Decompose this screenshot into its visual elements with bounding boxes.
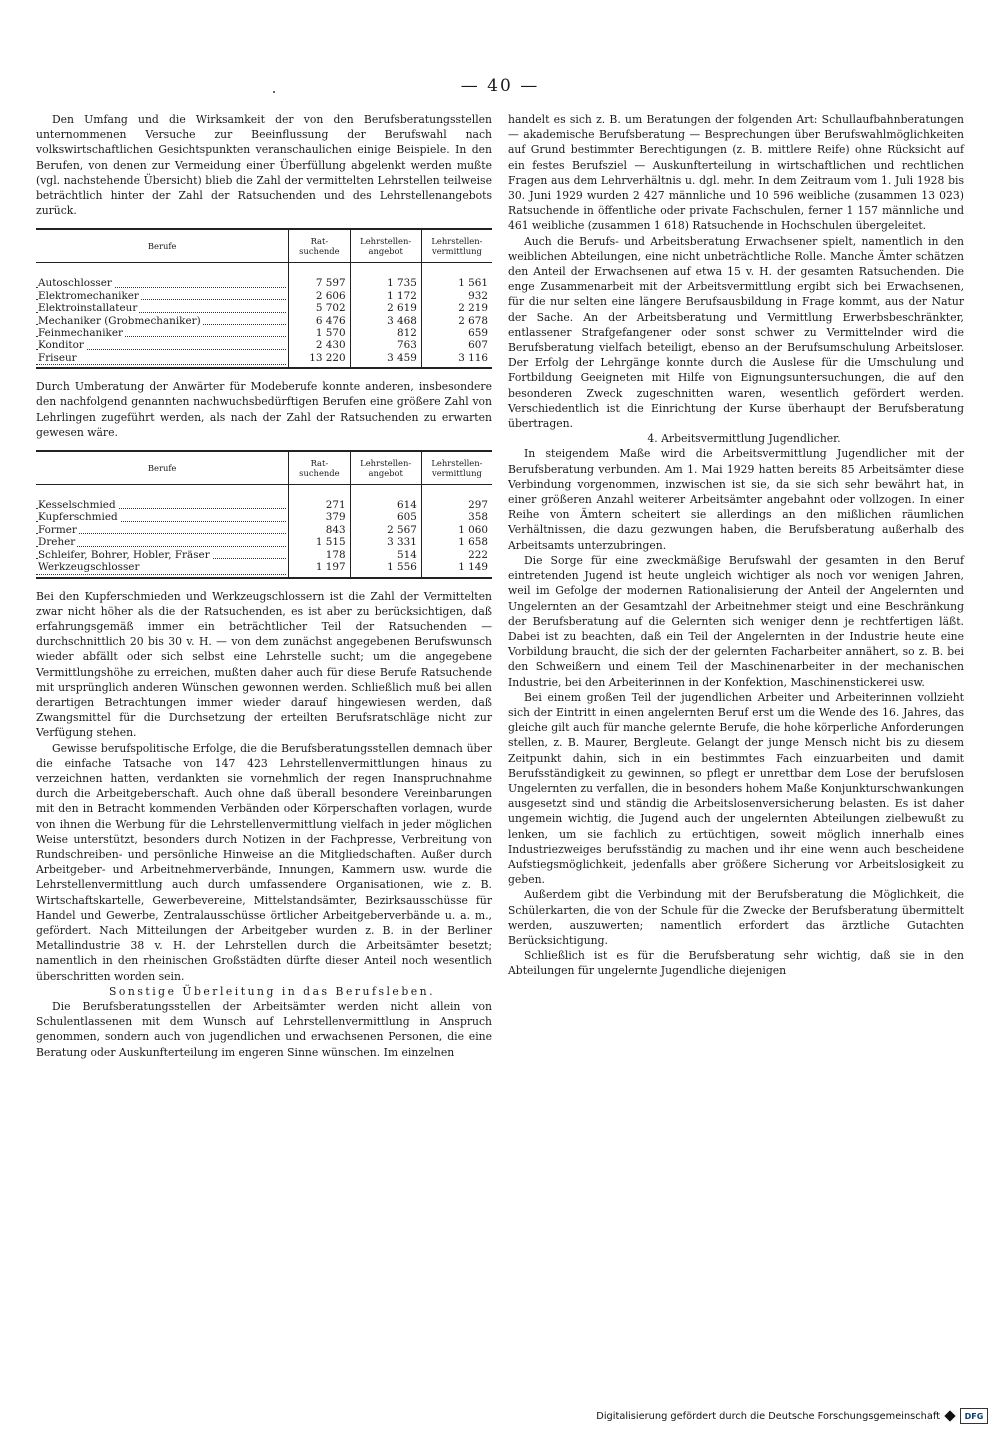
table-row (36, 290, 492, 302)
cell-value: 2 619 (350, 302, 421, 314)
col-header-ratsuchende: Rat-suchende (289, 451, 350, 485)
col-header-berufe: Berufe (147, 241, 177, 252)
row-label: Schleifer, Bohrer, Hobler, Fräser (38, 548, 210, 561)
paragraph: Bei einem großen Teil der jugendlichen Arbeiter und Arbeiterinnen vollzieht sich der Eintritt in einen angelernten Beruf erst um die Wende des 16. Jahres, das gleiche gilt auch für manche gelernte Berufe, die hohe körperliche Anforderungen stellen, z. B. Maurer, Bergleute. Gelangt der junge Mensch nicht bis zu diesem Zeitpunkt dahin, sich in ein bestimmtes Fach einzuarbeiten und damit Berufsständigkeit zu gewinnen, so pflegt er unrettbar dem Lose der berufslosen Ungelernten zu verfallen, die in besonders hohem Maße Konjunkturschwankungen ausgesetzt sind und ständig die Arbeitslosenversicherung belasten. Es ist daher ungemein wichtig, die Jugend auch der ungelernten Abteilungen zielbewußt zu lenken, um sie fachlich zu ertüchtigen, soweit möglich innerhalb eines Industriezweiges berufsständig zu machen und ihr eine wenn auch bescheidene Aufstiegsmöglichkeit, jedenfalls aber größere Sicherung vor Arbeitslosigkeit zu geben. (508, 690, 964, 887)
cell-value: 222 (421, 549, 492, 561)
left-column (36, 112, 492, 1060)
paragraph: handelt es sich z. B. um Beratungen der folgenden Art: Schullaufbahnberatungen — akademische Berufsberatung — Besprechungen über Berufswahlmöglichkeiten auf Grund bestimmter Berechtigungen (z. B. mittlere Reife) ohne Rücksicht auf ein festes Berufsziel — Auskunfterteilung in wirtschaftlichen und rechtlichen Fragen aus dem Lehrverhältnis u. dgl. mehr. In dem Zeitraum vom 1. Juli 1928 bis 30. Juni 1929 wurden 2 427 männliche und 10 596 weibliche (zusammen 13 023) Ratsuchende in öffentliche oder private Fachschulen, ferner 1 157 männliche und 461 weibliche (zusammen 1 618) Ratsuchende in Hochschulen übergeleitet. (508, 113, 964, 233)
cell-value: 1 556 (350, 561, 421, 577)
table-header-row (36, 451, 492, 485)
row-label: Elektromechaniker (38, 289, 139, 302)
paragraph: Die Berufsberatungsstellen der Arbeitsämter werden nicht allein von Schulentlassenen mit dem Wunsch auf Lehrstellenvermittlung in Anspruch genommen, sondern auch von jugendlichen und erwachsenen Personen, die eine Beratung oder Auskunfterteilung im engeren Sinne wünschen. Im einzelnen (36, 1000, 492, 1059)
cell-value: 812 (350, 327, 421, 339)
cell-value: 3 331 (350, 536, 421, 548)
col-header-angebot: Lehrstellen-angebot (350, 451, 421, 485)
cell-value: 1 197 (289, 561, 350, 577)
col-header-berufe: Berufe (147, 463, 177, 474)
table-header-row (36, 229, 492, 263)
cell-value: 614 (350, 485, 421, 512)
cell-value: 5 702 (289, 302, 350, 314)
paragraph: Gewisse berufspolitische Erfolge, die die Berufsberatungsstellen demnach über die einfache Tatsache von 147 423 Lehrstellenvermittlungen hinaus zu verzeichnen hatten, verdankten sie vornehmlich der regen Inanspruchnahme durch die Arbeitgeberschaft. Auch ohne daß überall besondere Vereinbarungen mit den in Betracht kommenden Verbänden oder Körperschaften vorlagen, wurde von ihnen die Werbung für die Lehrstellenvermittlung vielfach in jeder möglichen Weise unterstützt, besonders durch Notizen in der Fachpresse, Verbreitung von Rundschreiben- und persönliche Hinweise an die Mitgliedschaften. Außer durch Arbeitgeber- und Arbeitnehmerverbände, Innungen, Kammern usw. wurde die Lehrstellenvermittlung auch durch umfassendere Organisationen, wie z. B. Wirtschaftskartelle, Gewerbevereine, Mittelstandsämter, Bezirksausschüsse für Handel und Gewerbe, Zentralausschüsse örtlicher Arbeitgeberverbände u. a. m., gefördert. Nach Mitteilungen der Arbeitgeber wurden z. B. in der Berliner Metallindustrie 38 v. H. der Lehrstellen durch die Arbeitsämter besetzt; namentlich in den rheinischen Großstädten dürfte dieser Anteil noch wesentlich überschritten worden sein. (36, 741, 492, 983)
cell-value: 2 219 (421, 302, 492, 314)
cell-value: 297 (421, 485, 492, 512)
paragraph: Die Sorge für eine zweckmäßige Berufswahl der gesamten in den Beruf eintretenden Jugend ist heute ungleich wichtiger als noch vor wenigen Jahren, weil im Gefolge der modernen Rationalisierung der Anteil der Angelernten und Ungelernten an der Gesamtzahl der Arbeitnehmer steigt und eine Beschränkung der Berufsberatung auf die Gelernten sich weniger denn je rechtfertigen läßt. Dabei ist zu beachten, daß ein Teil der Angelernten in der Industrie heute eine Vorbildung braucht, die sich der der gelernten Facharbeiter annähert, so z. B. bei den Schweißern und einem Teil der Maschinenarbeiter in der mechanischen Industrie, bei den Arbeiterinnen in der Konfektion, Maschinenstickerei usw. (508, 553, 964, 689)
row-label: Mechaniker (Grobmechaniker) (38, 314, 201, 327)
cell-value: 3 116 (421, 352, 492, 368)
cell-value: 659 (421, 327, 492, 339)
cell-value: 7 597 (289, 263, 350, 290)
cell-value: 2 567 (350, 524, 421, 536)
cell-value: 514 (350, 549, 421, 561)
table-row (36, 352, 492, 368)
print-speck (273, 91, 275, 93)
cell-value: 1 515 (289, 536, 350, 548)
page-number: — 40 — (460, 76, 540, 96)
paragraph: Bei den Kupferschmieden und Werkzeugschlossern ist die Zahl der Vermittelten zwar nicht höher als die der Ratsuchenden, es ist aber zu berücksichtigen, daß erfahrungsgemäß immer ein beträchtlicher Teil der Ratsuchenden — durchschnittlich 20 bis 30 v. H. — von dem zunächst angegebenen Berufswunsch wieder abfällt oder sich selbst eine Lehrstelle sucht; um die angegebene Vermittlungshöhe zu erreichen, mußten daher auch für diese Berufe Ratsuchende mit ursprünglich anderen Wünschen gewonnen werden. Schließlich muß bei allen derartigen Betrachtungen immer wieder darauf hingewiesen werden, daß Zwangsmittel für die Durchsetzung der erteilten Berufsratschläge nicht zur Verfügung stehen. (36, 589, 492, 740)
section-heading: 4. Arbeitsvermittlung Jugendlicher. (647, 432, 841, 446)
col-header-vermittlung: Lehrstellen-vermittlung (421, 229, 492, 263)
right-column (508, 112, 964, 979)
table-row (36, 339, 492, 351)
cell-value: 763 (350, 339, 421, 351)
paragraph: Auch die Berufs- und Arbeitsberatung Erwachsener spielt, namentlich in den weiblichen Abteilungen, eine nicht unbeträchtliche Rolle. Manche Ämter schätzen den Anteil der Erwachsenen auf etwa 15 v. H. der gesamten Ratsuchenden. Die enge Zusammenarbeit mit der Arbeitsvermittlung ergibt sich bei Erwachsenen, für die nur selten eine längere Berufsausbildung in Frage kommt, aus der Natur der Sache. An der Arbeitsberatung und Vermittlung Erwerbsbeschränkter, entlassener Strafgefangener oder sonst schwer zu Vermittelnder wird die Berufsberatung vielfach beteiligt, ebenso an der Berufsumschulung Arbeitsloser. Der Erfolg der Lehrgänge konnte durch die Auslese für die Umschulung und Fortbildung Geeigneten mit Hilfe von Eignungsuntersuchungen, die auf den besonderen Zweck zugeschnitten waren, wesentlich gefördert werden. Verschiedentlich ist die Einrichtung der Kurse überhaupt der Berufsberatung übertragen. (508, 234, 964, 431)
row-label: Friseur (38, 351, 77, 364)
table-row (36, 549, 492, 561)
cell-value: 2 678 (421, 315, 492, 327)
row-label: Kesselschmied (38, 499, 116, 512)
table-row (36, 511, 492, 523)
cell-value: 1 658 (421, 536, 492, 548)
cell-value: 13 220 (289, 352, 350, 368)
table-row (36, 263, 492, 290)
row-label: Feinmechaniker (38, 327, 123, 340)
table-apprenticeships-needed (36, 450, 492, 578)
row-label: Former (38, 523, 77, 536)
diamond-icon (944, 1410, 955, 1421)
row-label: Dreher (38, 536, 76, 549)
cell-value: 3 459 (350, 352, 421, 368)
table-row (36, 485, 492, 512)
row-label: Kupferschmied (38, 511, 118, 524)
row-label: Elektroinstallateur (38, 302, 138, 315)
paragraph: Schließlich ist es für die Berufsberatung sehr wichtig, daß sie in den Abteilungen für ungelernte Jugendliche diejenigen (508, 949, 964, 978)
table-row (36, 524, 492, 536)
row-label: Autoschlosser (38, 277, 112, 290)
row-label: Werkzeugschlosser (38, 561, 140, 574)
cell-value: 605 (350, 511, 421, 523)
table-apprenticeships-overcrowded (36, 228, 492, 369)
cell-value: 2 430 (289, 339, 350, 351)
cell-value: 607 (421, 339, 492, 351)
cell-value: 271 (289, 485, 350, 512)
cell-value: 1 735 (350, 263, 421, 290)
cell-value: 1 570 (289, 327, 350, 339)
cell-value: 178 (289, 549, 350, 561)
paragraph: In steigendem Maße wird die Arbeitsvermittlung Jugendlicher mit der Berufsberatung verbunden. Am 1. Mai 1929 hatten bereits 85 Arbeitsämter diese Verbindung vorgenommen, inzwischen ist sie, da sie sich sehr bewährt hat, in einer größeren Anzahl weiterer Arbeitsämter angebahnt oder vollzogen. In einer Reihe von Ämtern scheitert sie allerdings an den mißlichen räumlichen Verhältnissen, die dazu gezwungen haben, die Berufsberatung außerhalb des Arbeitsamts unterzubringen. (508, 447, 964, 552)
row-label: Konditor (38, 339, 84, 352)
cell-value: 6 476 (289, 315, 350, 327)
cell-value: 932 (421, 290, 492, 302)
cell-value: 379 (289, 511, 350, 523)
paragraph: Durch Umberatung der Anwärter für Modeberufe konnte anderen, insbesondere den nachfolgend genannten nachwuchsbedürftigen Berufen eine größere Zahl von Lehrlingen zugeführt werden, als nach der Zahl der Ratsuchenden zu erwarten gewesen wäre. (36, 380, 492, 439)
cell-value: 1 149 (421, 561, 492, 577)
cell-value: 1 060 (421, 524, 492, 536)
cell-value: 1 172 (350, 290, 421, 302)
cell-value: 3 468 (350, 315, 421, 327)
col-header-angebot: Lehrstellen-angebot (350, 229, 421, 263)
cell-value: 843 (289, 524, 350, 536)
digitization-footer (596, 1408, 988, 1424)
paragraph: Den Umfang und die Wirksamkeit der von den Berufsberatungsstellen unternommenen Versuche zur Beeinflussung der Berufswahl nach volkswirtschaftlichen Gesichtspunkten veranschaulichen einige Beispiele. In den Berufen, von denen zur Vermeidung einer Überfüllung abgelenkt werden mußte (vgl. nachstehende Übersicht) blieb die Zahl der vermittelten Lehrstellen teilweise beträchtlich hinter der Zahl der Ratsuchenden und des Lehrstellenangebots zurück. (36, 113, 492, 218)
paragraph: Außerdem gibt die Verbindung mit der Berufsberatung die Möglichkeit, die Schülerkarten, die von der Schule für die Zwecke der Berufsberatung übermittelt werden, auszuwerten; namentlich erfordert das ärztliche Gutachten Berücksichtigung. (508, 888, 964, 947)
table-row (36, 536, 492, 548)
table-row (36, 561, 492, 577)
table-row (36, 327, 492, 339)
cell-value: 2 606 (289, 290, 350, 302)
col-header-vermittlung: Lehrstellen-vermittlung (421, 451, 492, 485)
section-heading: Sonstige Überleitung in das Berufsleben. (108, 984, 436, 998)
footer-text: Digitalisierung gefördert durch die Deutsche Forschungsgemeinschaft (596, 1410, 940, 1422)
col-header-ratsuchende: Rat-suchende (289, 229, 350, 263)
dfg-logo: DFG (960, 1408, 988, 1424)
cell-value: 1 561 (421, 263, 492, 290)
table-row (36, 302, 492, 314)
cell-value: 358 (421, 511, 492, 523)
table-row (36, 315, 492, 327)
